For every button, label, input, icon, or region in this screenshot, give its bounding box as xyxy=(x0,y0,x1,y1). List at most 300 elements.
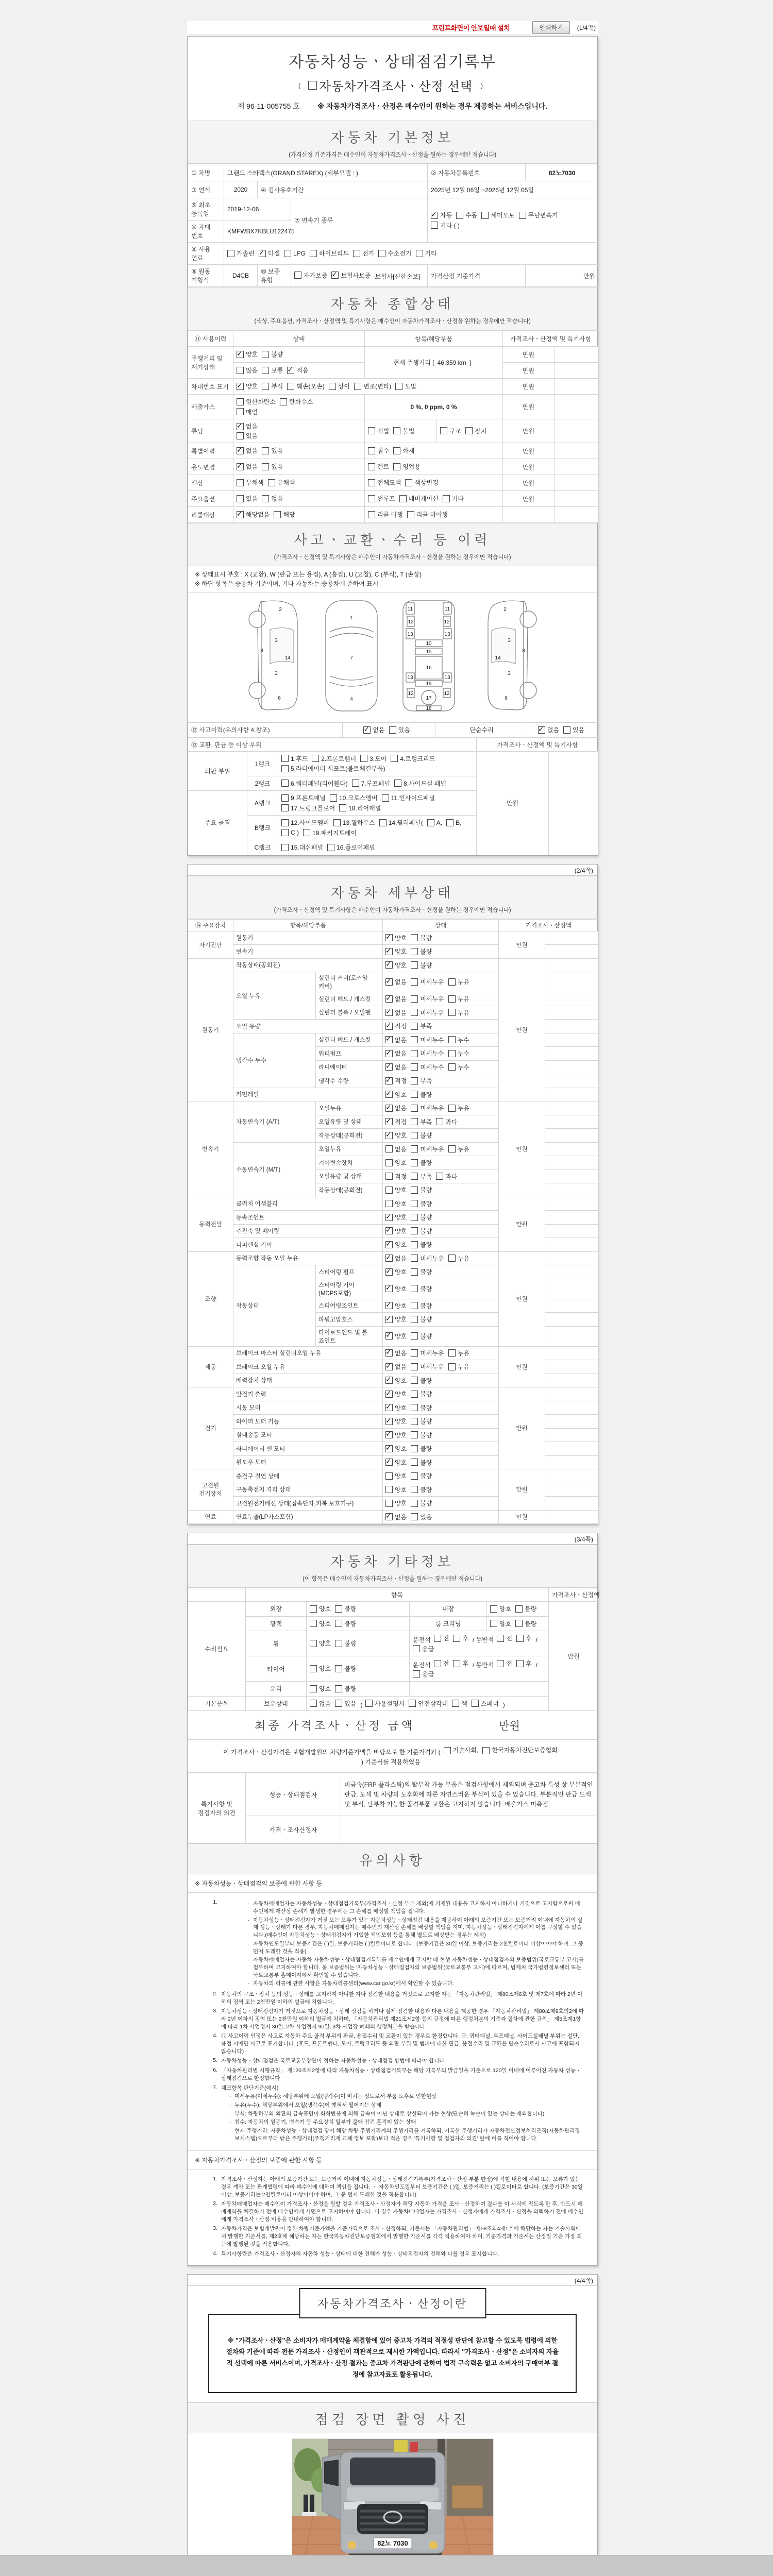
checkbox-icon[interactable] xyxy=(411,1009,418,1016)
checkbox-option-checked[interactable] xyxy=(385,1376,407,1385)
checkbox-icon[interactable] xyxy=(365,1700,373,1707)
checkbox-icon[interactable] xyxy=(333,819,341,826)
checkbox-icon[interactable] xyxy=(411,1349,418,1357)
print-install-notice[interactable]: 프린트화면이 안보일때 설치 xyxy=(432,24,510,32)
checkbox-icon[interactable] xyxy=(385,1332,393,1340)
checkbox-icon[interactable] xyxy=(490,1605,497,1613)
checkbox-icon[interactable] xyxy=(563,726,570,734)
checkbox-option[interactable] xyxy=(413,1645,434,1653)
checkbox-option[interactable] xyxy=(411,1389,432,1398)
checkbox-option[interactable] xyxy=(516,1634,532,1642)
checkbox-option-checked[interactable] xyxy=(385,1513,407,1521)
checkbox-option[interactable] xyxy=(335,1619,356,1628)
checkbox-icon[interactable] xyxy=(385,1377,393,1384)
checkbox-icon[interactable] xyxy=(385,1445,393,1452)
checkbox-icon[interactable] xyxy=(237,463,244,470)
checkbox-icon[interactable] xyxy=(385,1316,393,1323)
checkbox-icon[interactable] xyxy=(385,1105,393,1112)
checkbox-option[interactable] xyxy=(448,1036,469,1044)
checkbox-icon[interactable] xyxy=(310,1685,317,1692)
checkbox-option[interactable] xyxy=(448,977,469,986)
checkbox-option[interactable] xyxy=(411,1458,432,1467)
checkbox-option-checked[interactable] xyxy=(237,382,258,391)
checkbox-icon[interactable] xyxy=(393,427,400,434)
checkbox-icon[interactable] xyxy=(280,398,287,405)
checkbox-icon[interactable] xyxy=(330,794,337,802)
checkbox-icon[interactable] xyxy=(308,81,317,90)
checkbox-icon[interactable] xyxy=(262,351,269,358)
checkbox-icon[interactable] xyxy=(354,383,361,390)
checkbox-option-checked[interactable] xyxy=(259,249,280,258)
checkbox-icon[interactable] xyxy=(335,1700,342,1707)
checkbox-option[interactable] xyxy=(262,350,283,359)
checkbox-option[interactable] xyxy=(262,366,283,375)
checkbox-icon[interactable] xyxy=(399,495,407,502)
checkbox-icon[interactable] xyxy=(389,726,396,734)
print-button[interactable]: 인쇄하기 xyxy=(532,21,569,34)
checkbox-option-checked[interactable] xyxy=(385,934,407,942)
checkbox-icon[interactable] xyxy=(448,995,456,1003)
checkbox-icon[interactable] xyxy=(411,1459,418,1466)
checkbox-icon[interactable] xyxy=(431,212,438,219)
checkbox-icon[interactable] xyxy=(434,1660,441,1667)
checkbox-icon[interactable] xyxy=(443,495,450,502)
checkbox-icon[interactable] xyxy=(411,1214,418,1221)
checkbox-option[interactable] xyxy=(413,1670,434,1679)
checkbox-option[interactable] xyxy=(411,1104,444,1112)
checkbox-option[interactable] xyxy=(411,1431,432,1439)
checkbox-option[interactable] xyxy=(281,754,308,763)
checkbox-icon[interactable] xyxy=(411,1118,418,1125)
checkbox-option[interactable] xyxy=(448,1362,469,1371)
checkbox-icon[interactable] xyxy=(281,765,289,772)
checkbox-icon[interactable] xyxy=(411,934,418,941)
checkbox-icon[interactable] xyxy=(281,779,289,787)
checkbox-option[interactable] xyxy=(360,754,386,763)
checkbox-option-checked[interactable] xyxy=(385,1076,407,1085)
checkbox-option-checked[interactable] xyxy=(237,350,258,359)
checkbox-option[interactable] xyxy=(280,397,313,406)
checkbox-option[interactable] xyxy=(385,1172,407,1181)
checkbox-option[interactable] xyxy=(411,1349,444,1358)
checkbox-icon[interactable] xyxy=(303,829,310,836)
checkbox-icon[interactable] xyxy=(411,1255,418,1262)
checkbox-icon[interactable] xyxy=(227,250,234,257)
checkbox-icon[interactable] xyxy=(368,479,375,486)
checkbox-icon[interactable] xyxy=(448,1063,456,1071)
checkbox-option[interactable] xyxy=(368,427,389,435)
checkbox-icon[interactable] xyxy=(448,978,456,986)
checkbox-option-checked[interactable] xyxy=(385,947,407,956)
checkbox-option[interactable] xyxy=(515,1619,536,1628)
checkbox-icon[interactable] xyxy=(368,511,375,518)
checkbox-option-checked[interactable] xyxy=(385,1431,407,1439)
checkbox-icon[interactable] xyxy=(446,819,453,826)
checkbox-option[interactable] xyxy=(352,779,390,788)
checkbox-option[interactable] xyxy=(411,1036,444,1044)
checkbox-option[interactable] xyxy=(310,1639,331,1648)
checkbox-icon[interactable] xyxy=(452,1700,459,1707)
checkbox-icon[interactable] xyxy=(385,978,393,986)
checkbox-icon[interactable] xyxy=(335,1685,342,1692)
checkbox-option-checked[interactable] xyxy=(385,1008,407,1017)
checkbox-icon[interactable] xyxy=(385,934,393,941)
checkbox-icon[interactable] xyxy=(259,250,266,257)
checkbox-icon[interactable] xyxy=(262,383,269,390)
checkbox-icon[interactable] xyxy=(497,1660,504,1667)
checkbox-option[interactable] xyxy=(497,1659,512,1668)
checkbox-icon[interactable] xyxy=(385,1363,393,1370)
checkbox-option[interactable] xyxy=(446,819,461,826)
checkbox-icon[interactable] xyxy=(434,1635,441,1642)
checkbox-option[interactable] xyxy=(333,818,375,827)
checkbox-icon[interactable] xyxy=(310,1700,317,1707)
checkbox-option[interactable] xyxy=(274,510,295,519)
checkbox-icon[interactable] xyxy=(453,1635,460,1642)
checkbox-option[interactable] xyxy=(411,1362,444,1371)
checkbox-option[interactable] xyxy=(448,1063,469,1072)
checkbox-option[interactable] xyxy=(411,1199,432,1208)
checkbox-icon[interactable] xyxy=(385,1214,393,1221)
checkbox-option[interactable] xyxy=(411,1444,432,1453)
checkbox-option[interactable] xyxy=(452,1699,467,1708)
checkbox-icon[interactable] xyxy=(411,1105,418,1112)
checkbox-option[interactable] xyxy=(411,1158,432,1167)
checkbox-icon[interactable] xyxy=(385,1486,393,1493)
checkbox-icon[interactable] xyxy=(378,250,385,257)
checkbox-option[interactable] xyxy=(385,1499,407,1507)
checkbox-icon[interactable] xyxy=(411,1391,418,1398)
checkbox-icon[interactable] xyxy=(379,819,386,826)
checkbox-option[interactable] xyxy=(434,1634,449,1642)
checkbox-option[interactable] xyxy=(335,1699,356,1708)
checkbox-icon[interactable] xyxy=(394,779,401,787)
checkbox-icon[interactable] xyxy=(281,819,289,826)
checkbox-icon[interactable] xyxy=(411,1513,418,1520)
checkbox-option[interactable] xyxy=(339,804,381,812)
checkbox-option[interactable] xyxy=(287,382,324,391)
checkbox-option[interactable] xyxy=(262,382,283,391)
checkbox-option[interactable] xyxy=(262,494,283,503)
checkbox-icon[interactable] xyxy=(411,1268,418,1276)
checkbox-icon[interactable] xyxy=(411,1418,418,1425)
checkbox-icon[interactable] xyxy=(385,1132,393,1139)
checkbox-option[interactable] xyxy=(440,427,461,435)
checkbox-icon[interactable] xyxy=(411,1091,418,1098)
checkbox-icon[interactable] xyxy=(413,1645,420,1652)
checkbox-icon[interactable] xyxy=(385,1472,393,1480)
checkbox-option[interactable] xyxy=(411,1315,432,1324)
checkbox-option[interactable] xyxy=(515,1604,536,1613)
checkbox-option[interactable] xyxy=(456,211,477,219)
checkbox-icon[interactable] xyxy=(411,1187,418,1194)
checkbox-icon[interactable] xyxy=(385,961,393,969)
checkbox-icon[interactable] xyxy=(237,408,244,415)
checkbox-option[interactable] xyxy=(481,211,514,219)
checkbox-icon[interactable] xyxy=(385,1023,393,1030)
checkbox-icon[interactable] xyxy=(482,1747,490,1754)
checkbox-option[interactable] xyxy=(262,462,283,471)
checkbox-option[interactable] xyxy=(237,397,276,406)
checkbox-icon[interactable] xyxy=(237,479,244,486)
checkbox-icon[interactable] xyxy=(497,1635,504,1642)
checkbox-icon[interactable] xyxy=(411,1036,418,1043)
checkbox-option[interactable] xyxy=(411,1090,432,1099)
checkbox-option[interactable] xyxy=(281,779,348,788)
checkbox-option[interactable] xyxy=(310,249,349,258)
checkbox-option[interactable] xyxy=(448,994,469,1003)
checkbox-icon[interactable] xyxy=(436,1118,443,1125)
checkbox-icon[interactable] xyxy=(385,1091,393,1098)
checkbox-icon[interactable] xyxy=(339,804,346,811)
checkbox-icon[interactable] xyxy=(411,1077,418,1084)
checkbox-option[interactable] xyxy=(227,249,255,258)
checkbox-icon[interactable] xyxy=(385,1050,393,1057)
checkbox-option[interactable] xyxy=(335,1684,356,1693)
checkbox-option[interactable] xyxy=(310,1619,331,1628)
checkbox-option[interactable] xyxy=(436,1172,457,1181)
checkbox-icon[interactable] xyxy=(411,1063,418,1071)
checkbox-icon[interactable] xyxy=(393,463,400,470)
checkbox-option[interactable] xyxy=(431,221,460,230)
checkbox-option[interactable] xyxy=(379,818,423,827)
checkbox-option[interactable] xyxy=(448,1049,469,1058)
checkbox-option[interactable] xyxy=(416,249,437,258)
checkbox-option-checked[interactable] xyxy=(385,1362,407,1371)
checkbox-option[interactable] xyxy=(394,779,446,788)
checkbox-icon[interactable] xyxy=(385,1268,393,1276)
checkbox-icon[interactable] xyxy=(353,250,360,257)
checkbox-icon[interactable] xyxy=(281,829,289,836)
checkbox-icon[interactable] xyxy=(385,1159,393,1166)
checkbox-option[interactable] xyxy=(411,1284,432,1293)
checkbox-icon[interactable] xyxy=(262,495,269,502)
checkbox-icon[interactable] xyxy=(411,961,418,969)
checkbox-option[interactable] xyxy=(281,829,299,836)
checkbox-option[interactable] xyxy=(411,1063,444,1072)
checkbox-option[interactable] xyxy=(434,1659,449,1668)
checkbox-icon[interactable] xyxy=(453,1660,460,1667)
checkbox-icon[interactable] xyxy=(405,479,412,486)
checkbox-icon[interactable] xyxy=(465,427,473,434)
checkbox-icon[interactable] xyxy=(411,1316,418,1323)
checkbox-icon[interactable] xyxy=(281,804,289,811)
checkbox-icon[interactable] xyxy=(382,794,389,802)
checkbox-icon[interactable] xyxy=(385,1036,393,1043)
checkbox-icon[interactable] xyxy=(262,367,269,374)
checkbox-option[interactable] xyxy=(378,249,411,258)
checkbox-option[interactable] xyxy=(365,1699,405,1708)
checkbox-option[interactable] xyxy=(516,1659,532,1668)
checkbox-option[interactable] xyxy=(519,211,558,219)
checkbox-option[interactable] xyxy=(465,427,486,435)
checkbox-option[interactable] xyxy=(393,446,414,455)
checkbox-icon[interactable] xyxy=(385,1241,393,1248)
checkbox-icon[interactable] xyxy=(411,1241,418,1248)
checkbox-icon[interactable] xyxy=(281,794,289,802)
checkbox-icon[interactable] xyxy=(385,1009,393,1016)
checkbox-option[interactable] xyxy=(310,1604,331,1613)
checkbox-icon[interactable] xyxy=(409,1700,416,1707)
checkbox-icon[interactable] xyxy=(237,367,244,374)
checkbox-option[interactable] xyxy=(385,1199,407,1208)
checkbox-icon[interactable] xyxy=(385,1418,393,1425)
checkbox-option[interactable] xyxy=(308,76,473,94)
checkbox-option-checked[interactable] xyxy=(385,1117,407,1126)
checkbox-option[interactable] xyxy=(385,1185,407,1194)
checkbox-icon[interactable] xyxy=(411,1500,418,1507)
checkbox-option[interactable] xyxy=(411,1227,432,1235)
checkbox-icon[interactable] xyxy=(393,447,400,454)
checkbox-option[interactable] xyxy=(411,1301,432,1310)
checkbox-option[interactable] xyxy=(411,1403,432,1412)
checkbox-option[interactable] xyxy=(368,478,401,487)
checkbox-icon[interactable] xyxy=(335,1640,342,1647)
checkbox-icon[interactable] xyxy=(411,1445,418,1452)
checkbox-option[interactable] xyxy=(411,1254,444,1263)
checkbox-icon[interactable] xyxy=(281,844,289,851)
checkbox-option[interactable] xyxy=(294,271,327,280)
checkbox-icon[interactable] xyxy=(294,272,301,279)
checkbox-option-checked[interactable] xyxy=(287,366,308,375)
checkbox-icon[interactable] xyxy=(385,1255,393,1262)
checkbox-option[interactable] xyxy=(312,754,356,763)
checkbox-option[interactable] xyxy=(411,1076,432,1085)
checkbox-icon[interactable] xyxy=(385,1391,393,1398)
checkbox-option[interactable] xyxy=(411,934,432,942)
checkbox-icon[interactable] xyxy=(413,1670,420,1677)
checkbox-option[interactable] xyxy=(281,764,385,773)
checkbox-option[interactable] xyxy=(385,1158,407,1167)
checkbox-icon[interactable] xyxy=(310,250,317,257)
checkbox-icon[interactable] xyxy=(411,1285,418,1292)
checkbox-option[interactable] xyxy=(391,754,435,763)
checkbox-icon[interactable] xyxy=(481,212,489,219)
checkbox-option[interactable] xyxy=(281,804,335,812)
checkbox-option[interactable] xyxy=(497,1634,512,1642)
checkbox-icon[interactable] xyxy=(237,511,244,518)
checkbox-option-checked[interactable] xyxy=(237,446,258,455)
checkbox-option[interactable] xyxy=(448,1349,469,1358)
checkbox-icon[interactable] xyxy=(448,1050,456,1057)
checkbox-icon[interactable] xyxy=(327,844,334,851)
checkbox-option[interactable] xyxy=(448,1104,469,1112)
checkbox-option[interactable] xyxy=(310,1684,331,1693)
checkbox-option[interactable] xyxy=(411,1117,432,1126)
checkbox-icon[interactable] xyxy=(391,755,398,762)
checkbox-option[interactable] xyxy=(448,1254,469,1263)
checkbox-option-checked[interactable] xyxy=(385,1349,407,1358)
checkbox-icon[interactable] xyxy=(310,1620,317,1627)
checkbox-option[interactable] xyxy=(353,249,374,258)
checkbox-option[interactable] xyxy=(448,1008,469,1017)
checkbox-icon[interactable] xyxy=(335,1605,342,1613)
checkbox-icon[interactable] xyxy=(516,1660,524,1667)
checkbox-option[interactable] xyxy=(482,1745,558,1755)
checkbox-option-checked[interactable] xyxy=(237,510,270,519)
checkbox-icon[interactable] xyxy=(411,1227,418,1234)
checkbox-option-checked[interactable] xyxy=(385,1104,407,1112)
checkbox-icon[interactable] xyxy=(416,250,423,257)
checkbox-icon[interactable] xyxy=(448,1009,456,1016)
checkbox-option-checked[interactable] xyxy=(385,1458,407,1467)
checkbox-option[interactable] xyxy=(411,1172,432,1181)
checkbox-icon[interactable] xyxy=(237,351,244,358)
checkbox-icon[interactable] xyxy=(411,1486,418,1493)
checkbox-icon[interactable] xyxy=(411,1332,418,1340)
checkbox-option[interactable] xyxy=(427,819,442,826)
checkbox-icon[interactable] xyxy=(310,1605,317,1613)
checkbox-icon[interactable] xyxy=(385,995,393,1003)
checkbox-icon[interactable] xyxy=(385,1173,393,1180)
checkbox-icon[interactable] xyxy=(310,1665,317,1672)
checkbox-option[interactable] xyxy=(453,1659,468,1668)
checkbox-icon[interactable] xyxy=(472,1700,479,1707)
checkbox-icon[interactable] xyxy=(411,978,418,986)
checkbox-icon[interactable] xyxy=(448,1363,456,1370)
checkbox-icon[interactable] xyxy=(312,755,319,762)
checkbox-option[interactable] xyxy=(284,250,306,257)
checkbox-option[interactable] xyxy=(281,793,326,802)
checkbox-icon[interactable] xyxy=(335,1665,342,1672)
checkbox-icon[interactable] xyxy=(456,212,463,219)
checkbox-icon[interactable] xyxy=(268,479,275,486)
checkbox-option[interactable] xyxy=(411,1185,432,1194)
checkbox-option[interactable] xyxy=(303,828,357,837)
checkbox-option[interactable] xyxy=(330,793,378,802)
checkbox-icon[interactable] xyxy=(368,463,375,470)
checkbox-icon[interactable] xyxy=(448,1036,456,1043)
checkbox-icon[interactable] xyxy=(519,212,526,219)
checkbox-icon[interactable] xyxy=(352,779,359,787)
checkbox-option[interactable] xyxy=(393,462,421,471)
checkbox-option[interactable] xyxy=(368,494,395,503)
checkbox-option[interactable] xyxy=(385,1145,407,1154)
checkbox-icon[interactable] xyxy=(368,447,375,454)
checkbox-icon[interactable] xyxy=(237,383,244,390)
checkbox-icon[interactable] xyxy=(237,423,244,430)
checkbox-icon[interactable] xyxy=(407,511,414,518)
checkbox-option[interactable] xyxy=(335,1664,356,1673)
checkbox-option-checked[interactable] xyxy=(385,1213,407,1222)
checkbox-icon[interactable] xyxy=(448,1105,456,1112)
checkbox-option-checked[interactable] xyxy=(385,1227,407,1235)
checkbox-icon[interactable] xyxy=(385,1349,393,1357)
checkbox-option[interactable] xyxy=(411,1499,432,1507)
checkbox-option[interactable] xyxy=(335,1639,356,1648)
checkbox-icon[interactable] xyxy=(411,995,418,1003)
checkbox-option[interactable] xyxy=(409,1699,448,1708)
checkbox-icon[interactable] xyxy=(448,1255,456,1262)
checkbox-option[interactable] xyxy=(237,478,264,487)
checkbox-icon[interactable] xyxy=(385,1285,393,1292)
checkbox-option[interactable] xyxy=(237,431,357,440)
checkbox-icon[interactable] xyxy=(237,495,244,502)
checkbox-icon[interactable] xyxy=(411,1132,418,1139)
checkbox-option[interactable] xyxy=(411,1332,432,1341)
checkbox-icon[interactable] xyxy=(368,427,375,434)
checkbox-option[interactable] xyxy=(385,1471,407,1480)
checkbox-option[interactable] xyxy=(281,843,323,852)
checkbox-option[interactable] xyxy=(411,1145,444,1154)
checkbox-option[interactable] xyxy=(411,977,444,986)
checkbox-option[interactable] xyxy=(411,1513,432,1521)
checkbox-icon[interactable] xyxy=(284,250,291,257)
checkbox-option[interactable] xyxy=(385,1485,407,1494)
checkbox-option-checked[interactable] xyxy=(385,1049,407,1058)
checkbox-option-checked[interactable] xyxy=(385,1254,407,1263)
checkbox-icon[interactable] xyxy=(436,1173,443,1180)
